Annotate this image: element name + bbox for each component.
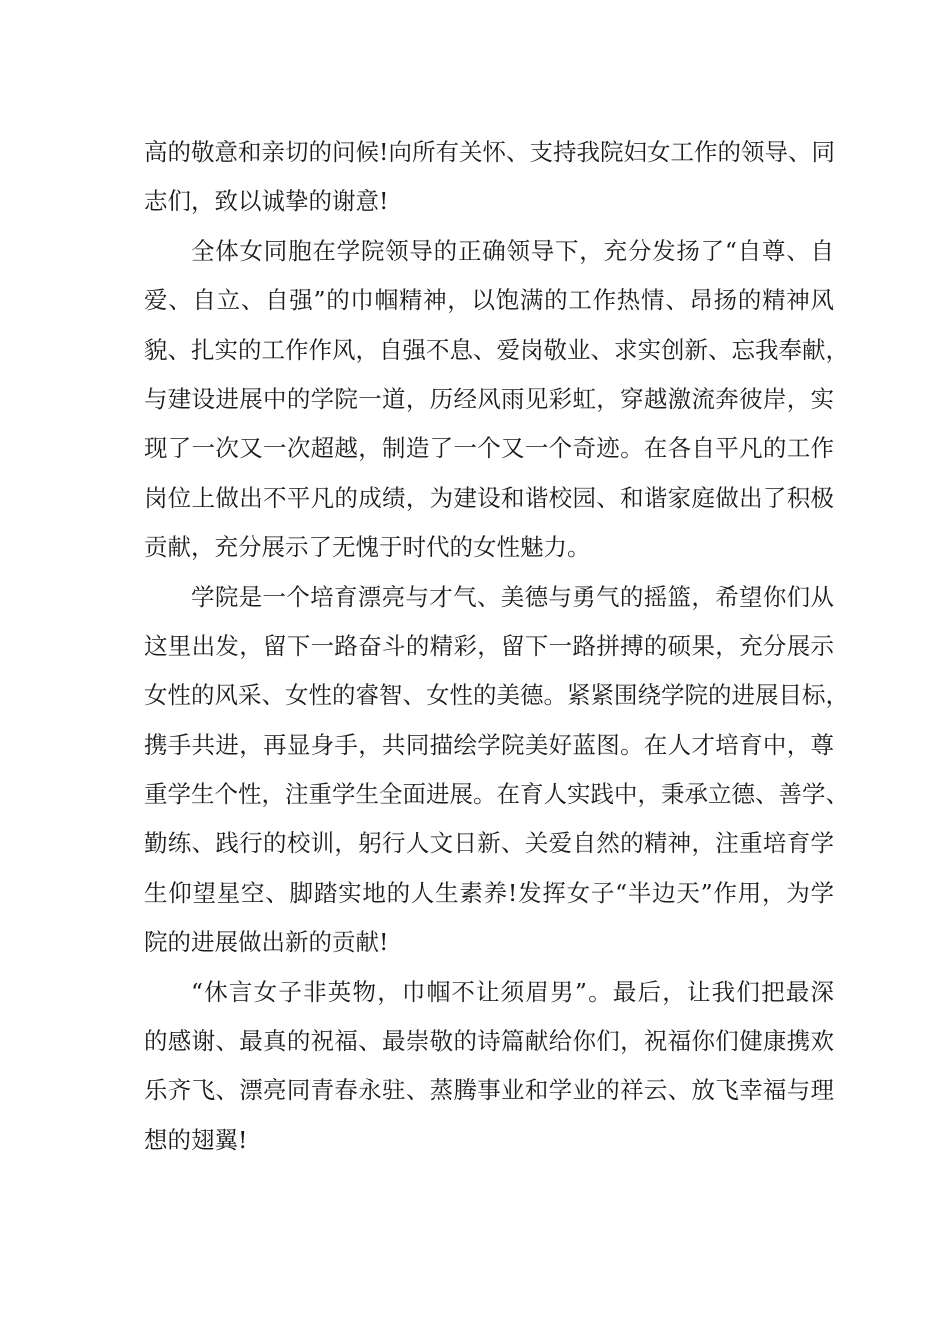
- text-line: 貌、扎实的工作作风，自强不息、爱岗敬业、求实创新、忘我奉献，: [144, 335, 849, 364]
- text-line: 学院是一个培育漂亮与才气、美德与勇气的摇篮，希望你们从: [191, 582, 834, 611]
- text-line: 女性的风采、女性的睿智、女性的美德。紧紧围绕学院的进展目标，: [144, 681, 849, 710]
- text-line: 这里出发，留下一路奋斗的精彩，留下一路拼搏的硕果，充分展示: [144, 631, 834, 660]
- paragraph-college-cradle: [144, 573, 849, 968]
- text-line: 重学生个性，注重学生全面进展。在育人实践中，秉承立德、善学、: [144, 780, 849, 809]
- text-line: 携手共进，再显身手，共同描绘学院美好蓝图。在人才培育中，尊: [144, 730, 834, 759]
- text-line: 生仰望星空、脚踏实地的人生素养!发挥女子“半边天”作用，为学: [144, 878, 834, 907]
- text-line: 的感谢、最真的祝福、最崇敬的诗篇献给你们，祝福你们健康携欢: [144, 1027, 834, 1056]
- text-line: 现了一次又一次超越，制造了一个又一个奇迹。在各自平凡的工作: [144, 434, 834, 463]
- text-line: 院的进展做出新的贡献!: [144, 928, 389, 957]
- text-line: 爱、自立、自强”的巾帼精神，以饱满的工作热情、昂扬的精神风: [144, 286, 834, 315]
- text-line: 乐齐飞、漂亮同青春永驻、蒸腾事业和学业的祥云、放飞幸福与理: [144, 1076, 834, 1105]
- text-line: 志们，致以诚挚的谢意!: [144, 187, 389, 216]
- text-line: 勤练、践行的校训，躬行人文日新、关爱自然的精神，注重培育学: [144, 829, 834, 858]
- document-body: [144, 128, 849, 1165]
- text-line: 想的翅翼!: [144, 1125, 248, 1154]
- text-line: 贡献，充分展示了无愧于时代的女性魅力。: [144, 533, 591, 562]
- text-line: 与建设进展中的学院一道，历经风雨见彩虹，穿越激流奔彼岸，实: [144, 384, 834, 413]
- text-line: “休言女子非英物，巾帼不让须眉男”。最后，让我们把最深: [191, 977, 834, 1006]
- text-line: 全体女同胞在学院领导的正确领导下，充分发扬了“自尊、自: [191, 236, 834, 265]
- text-line: 岗位上做出不平凡的成绩，为建设和谐校园、和谐家庭做出了积极: [144, 483, 834, 512]
- text-line: 高的敬意和亲切的问候!向所有关怀、支持我院妇女工作的领导、同: [144, 138, 835, 166]
- paragraph-continuation: [144, 128, 834, 227]
- paragraph-closing: [144, 968, 834, 1166]
- paragraph-women-colleagues: [144, 227, 849, 573]
